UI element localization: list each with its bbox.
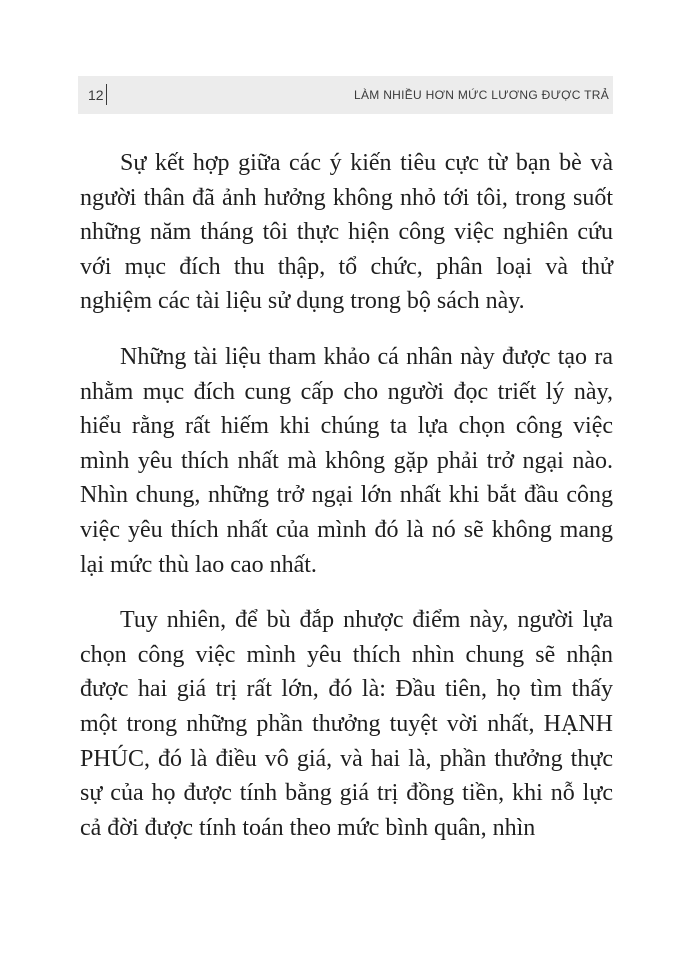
body-text	[80, 146, 613, 866]
paragraph-3: Tuy nhiên, để bù đắp nhược điểm này, người lựa chọn công việc mình yêu thích nhìn chung sẽ nhận được hai giá trị rất lớn, đó là: Đầu tiên, họ tìm thấy một trong những phần thưởng tuyệt vời nhất, HẠNH PHÚC, đó là điều vô giá, và hai là, phần thưởng thực sự của họ được tính bằng giá trị đồng tiền, khi nỗ lực cả đời được tính toán theo mức bình quân, nhìn	[80, 607, 613, 841]
header-divider	[106, 84, 107, 105]
running-title: LÀM NHIỀU HƠN MỨC LƯƠNG ĐƯỢC TRẢ	[353, 88, 609, 102]
page-number: 12	[88, 87, 104, 103]
paragraph-1: Sự kết hợp giữa các ý kiến tiêu cực từ bạn bè và người thân đã ảnh hưởng không nhỏ tới tôi, trong suốt những năm tháng tôi thực hiện công việc nghiên cứu với mục đích thu thập, tổ chức, phân loại và thử nghiệm các tài liệu sử dụng trong bộ sách này.	[80, 150, 613, 315]
paragraph-2: Những tài liệu tham khảo cá nhân này được tạo ra nhằm mục đích cung cấp cho người đọc triết lý này, hiểu rằng rất hiếm khi chúng ta lựa chọn công việc mình yêu thích nhất mà không gặp phải trở ngại nào. Nhìn chung, những trở ngại lớn nhất khi bắt đầu công việc yêu thích nhất của mình đó là nó sẽ không mang lại mức thù lao cao nhất.	[80, 343, 613, 578]
